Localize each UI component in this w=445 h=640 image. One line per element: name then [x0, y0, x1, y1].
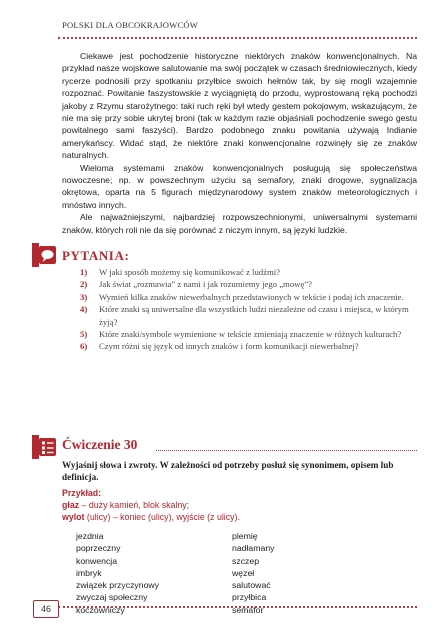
list-item: semafor	[232, 604, 264, 615]
intro-paragraph: Ciekawe jest pochodzenie historyczne niektórych znaków konwencjonalnych. Na przykład nasze wojskowe salutowanie ma swój początek w czasach średniowiecznych, kiedy rycerze podnosili przy spotkaniu przyłbice swoich hełmów tak, by się mogli wzajemnie rozpoznać. Powitanie faszystowskie z wyciągniętą do przodu, wyprostowaną ręką pochodzi jakoby z Rzymu starożytnego: taki ruch ręki był wtedy gestem pokojowym, wskazującym, że nie ma się przy sobie ukrytej broni (tak w każdym razie objaśniali pochodzenie swego gestu powitalnego sami faszyści). Bardzo podobnego znaku powitania używają Indianie amerykańscy. Widać stąd, że niektóre znaki konwencjonalne rozwinęły się ze znaków naturalnych.	[62, 51, 417, 161]
list-item: imbryk	[76, 567, 102, 578]
list-item	[80, 340, 415, 352]
list-item: koczowniczy	[76, 604, 125, 615]
example-line	[62, 512, 240, 522]
list-item: szczep	[232, 555, 260, 566]
example-word: głaz	[62, 500, 80, 510]
intro-paragraph: Ale najważniejszymi, najbardziej rozpowszechnionymi, uniwersalnymi systemami znaków, których roli nie da się porównać z niczym innym, są języki ludzkie.	[62, 212, 417, 235]
question-number: 5)	[80, 329, 88, 340]
footer-dotted-rule	[58, 606, 417, 608]
questions-title: PYTANIA:	[62, 248, 130, 263]
page-number: 46	[33, 600, 59, 618]
exercise-title: Ćwiczenie 30	[62, 437, 138, 452]
list-item: nadłamany	[232, 543, 275, 554]
exercise-instruction: Wyjaśnij słowa i zwroty. W zależności od potrzeby posłuż się synonimem, opisem lub definicja.	[62, 460, 394, 483]
question-text: Jak świat „rozmawia” z nami i jak rozumiemy jego „mowę”?	[99, 279, 313, 290]
list-item	[80, 266, 415, 278]
list-item	[80, 278, 415, 290]
question-text: Czym różni się język od innych znaków i form komunikacji niewerbalnej?	[99, 341, 359, 352]
question-number: 3)	[80, 291, 88, 302]
intro-text	[62, 50, 417, 236]
example-line	[62, 500, 189, 510]
list-item: jezdnia	[76, 531, 104, 541]
list-item: związek przyczynowy	[76, 580, 160, 591]
question-number: 4)	[80, 304, 88, 315]
list-item: konwencja	[76, 555, 118, 566]
exercise-dotted-rule	[156, 450, 417, 451]
word-list-right	[232, 530, 275, 616]
questions-list	[80, 266, 415, 353]
checklist-icon	[32, 435, 56, 459]
question-number: 6)	[80, 341, 88, 352]
list-item	[80, 291, 415, 303]
question-text: Które znaki/symbole wymienione w tekście zmieniają znaczenie w różnych kulturach?	[99, 329, 402, 340]
example-word: wylot	[62, 512, 85, 522]
question-text: Wymień kilka znaków niewerbalnych przedstawionych w tekście i podaj ich znaczenie.	[99, 291, 404, 302]
running-header: POLSKI DLA OBCOKRAJOWCÓW	[62, 20, 199, 30]
intro-paragraph: Wieloma systemami znaków konwencjonalnych posługują się społeczeństwa nowoczesne; np. w powszechnym użyciu są semafory, znaki drogowe, sygnalizacja okrętowa, oparta na 5 figurach międzynarodowy system znaków meteorologicznych i mnóstwo innych.	[62, 162, 417, 210]
example-definition: (ulicy) – koniec (ulicy), wyjście (z ulicy).	[84, 512, 240, 522]
example-definition: – duży kamień, blok skalny;	[79, 500, 190, 510]
list-item: poprzeczny	[76, 543, 121, 554]
list-item	[80, 303, 415, 328]
list-item: plemię	[232, 531, 258, 541]
list-item: węzeł	[232, 567, 255, 578]
word-list-left	[76, 530, 159, 616]
example-label: Przykład:	[62, 488, 102, 498]
list-item: zwyczaj społeczny	[76, 592, 148, 603]
question-text: Które znaki są uniwersalne dla wszystkich ludzi niezależne od czasu i miejsca, w którym żyją?	[99, 304, 409, 327]
list-item: przyłbica	[232, 592, 267, 603]
speech-bubble-icon	[32, 243, 56, 267]
header-dotted-rule	[58, 37, 417, 39]
list-item: salutować	[232, 580, 271, 591]
list-item	[80, 328, 415, 340]
question-number: 2)	[80, 279, 88, 290]
question-number: 1)	[80, 267, 88, 277]
question-text: W jaki sposób możemy się komunikować z ludźmi?	[99, 267, 281, 277]
